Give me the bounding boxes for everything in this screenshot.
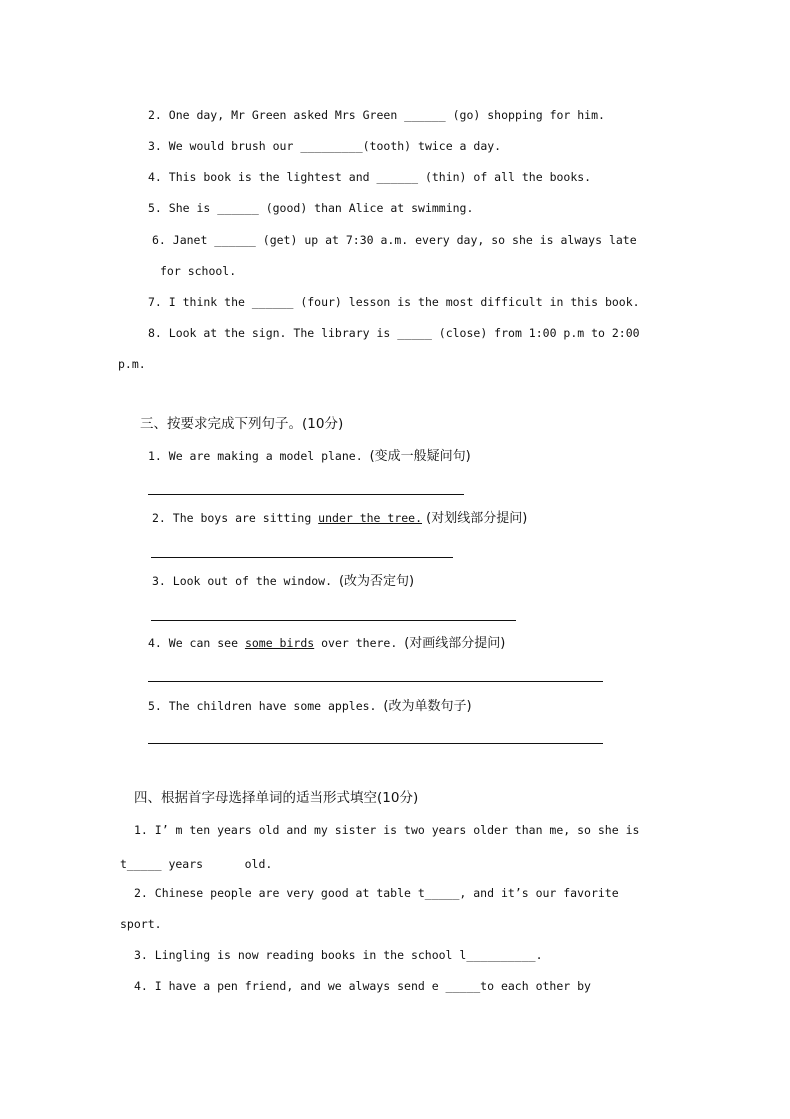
answer-line-2[interactable] (151, 557, 453, 558)
fill-item-2-continued: sport. (120, 917, 162, 931)
answer-line-5[interactable] (148, 743, 603, 744)
rewrite-question-1 (148, 448, 471, 465)
question-1-text: 1. We are making a model plane. (148, 449, 363, 463)
question-2-instruction: (对划线部分提问) (422, 511, 528, 526)
question-4-post: over there. (314, 636, 398, 650)
rewrite-question-3 (152, 573, 414, 590)
fill-item-3: 3. Lingling is now reading books in the school l__________. (134, 948, 543, 962)
exercise-item-7: 7. I think the ______ (four) lesson is the most difficult in this book. (148, 295, 640, 309)
rewrite-question-2 (152, 510, 527, 527)
fill-item-1-continued: t_____ years old. (120, 857, 273, 871)
question-3-text: 3. Look out of the window. (152, 574, 333, 588)
question-1-instruction: (变成一般疑问句) (369, 449, 471, 464)
fill-item-1: 1. I’ m ten years old and my sister is two years older than me, so she is (134, 823, 640, 837)
exercise-item-3: 3. We would brush our _________(tooth) twice a day. (148, 139, 502, 153)
question-2-pre: 2. The boys are sitting (152, 511, 319, 525)
section-4-heading: 四、根据首字母选择单词的适当形式填空(10分) (134, 790, 419, 806)
question-3-instruction: (改为否定句) (338, 574, 415, 589)
question-4-instruction: (对画线部分提问) (404, 636, 506, 651)
exercise-item-8-continued: p.m. (118, 357, 146, 371)
exercise-item-6: 6. Janet ______ (get) up at 7:30 a.m. every day, so she is always late (152, 233, 637, 247)
exercise-item-4: 4. This book is the lightest and ______ (thin) of all the books. (148, 170, 592, 184)
answer-line-4[interactable] (148, 681, 603, 682)
exercise-item-5: 5. She is ______ (good) than Alice at swimming. (148, 201, 474, 215)
question-4-pre: 4. We can see (148, 636, 245, 650)
question-5-text: 5. The children have some apples. (148, 699, 377, 713)
question-5-instruction: (改为单数句子) (383, 699, 472, 714)
rewrite-question-4 (148, 635, 505, 652)
fill-item-2: 2. Chinese people are very good at table t_____, and it’s our favorite (134, 886, 619, 900)
rewrite-question-5 (148, 698, 472, 715)
exercise-item-8: 8. Look at the sign. The library is _____ (close) from 1:00 p.m to 2:00 (148, 326, 640, 340)
answer-line-1[interactable] (148, 494, 464, 495)
answer-line-3[interactable] (151, 620, 516, 621)
exercise-item-6-continued: for school. (160, 264, 237, 278)
question-2-underlined: under the tree. (318, 511, 423, 525)
question-4-underlined: some birds (244, 636, 315, 650)
section-3-heading: 三、按要求完成下列句子。(10分) (140, 416, 344, 432)
fill-item-4: 4. I have a pen friend, and we always send e _____to each other by (134, 979, 591, 993)
exercise-item-2: 2. One day, Mr Green asked Mrs Green ______ (go) shopping for him. (148, 108, 605, 122)
